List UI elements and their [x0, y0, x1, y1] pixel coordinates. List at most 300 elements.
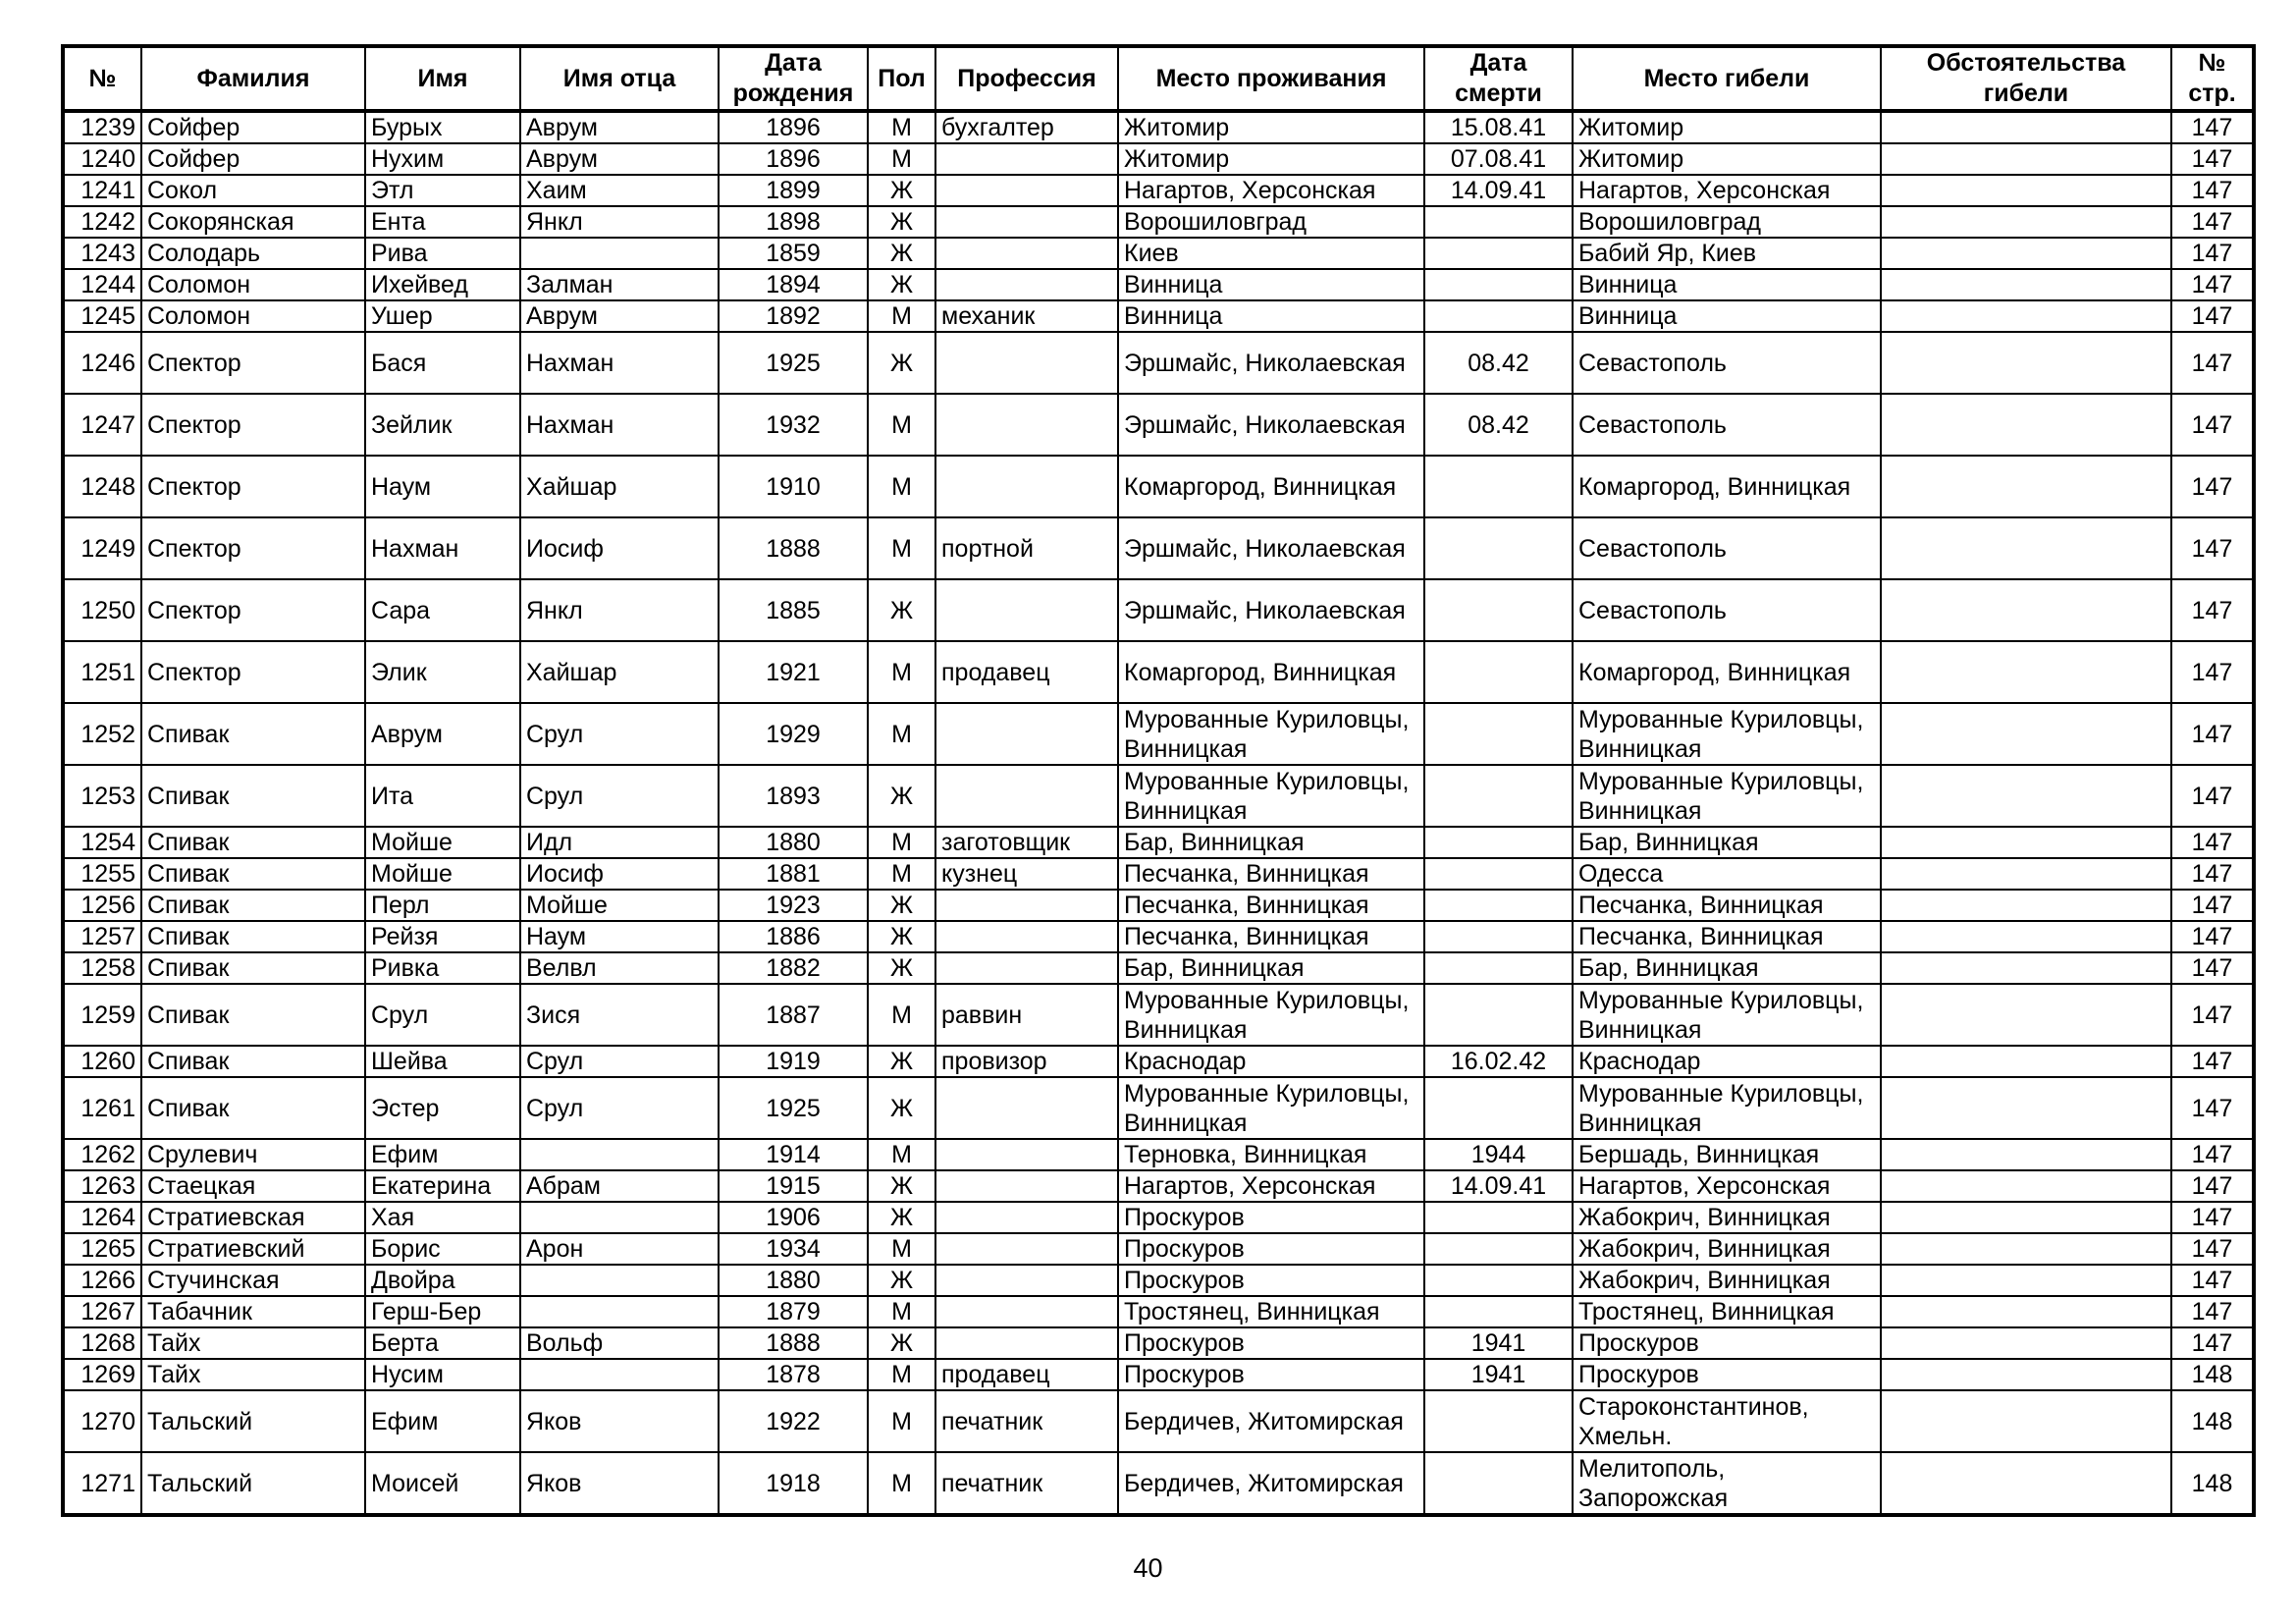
cell-circumstances: [1881, 143, 2171, 175]
cell-num: 1271: [63, 1452, 141, 1515]
cell-residence: Ворошиловград: [1118, 206, 1424, 238]
cell-birth: 1888: [719, 517, 868, 579]
cell-circumstances: [1881, 456, 2171, 517]
cell-circumstances: [1881, 1390, 2171, 1452]
cell-surname: Тальский: [141, 1390, 365, 1452]
cell-birth: 1879: [719, 1296, 868, 1327]
cell-profession: [935, 1202, 1118, 1233]
table-row: [63, 952, 2254, 984]
cell-birth: 1915: [719, 1170, 868, 1202]
cell-residence: Винница: [1118, 269, 1424, 300]
cell-residence: Мурованные Куриловцы, Винницкая: [1118, 1077, 1424, 1139]
table-row: [63, 456, 2254, 517]
cell-page: 147: [2171, 703, 2254, 765]
col-header-death-date: Дата смерти: [1424, 46, 1573, 111]
cell-death-date: [1424, 269, 1573, 300]
cell-father: Аврум: [520, 111, 719, 143]
cell-death-place: Севастополь: [1573, 579, 1881, 641]
table-row: [63, 858, 2254, 890]
cell-surname: Спивак: [141, 858, 365, 890]
cell-sex: М: [868, 1390, 935, 1452]
cell-father: Вольф: [520, 1327, 719, 1359]
cell-birth: 1882: [719, 952, 868, 984]
cell-death-place: Проскуров: [1573, 1327, 1881, 1359]
cell-page: 147: [2171, 456, 2254, 517]
cell-page: 147: [2171, 394, 2254, 456]
cell-num: 1265: [63, 1233, 141, 1265]
cell-death-date: 1941: [1424, 1359, 1573, 1390]
cell-surname: Спектор: [141, 517, 365, 579]
cell-surname: Спивак: [141, 765, 365, 827]
cell-surname: Спивак: [141, 890, 365, 921]
cell-page: 147: [2171, 890, 2254, 921]
cell-circumstances: [1881, 394, 2171, 456]
cell-name: Срул: [365, 984, 520, 1046]
cell-page: 147: [2171, 1296, 2254, 1327]
cell-death-place: Комаргород, Винницкая: [1573, 641, 1881, 703]
cell-sex: Ж: [868, 206, 935, 238]
cell-death-place: Комаргород, Винницкая: [1573, 456, 1881, 517]
cell-surname: Спектор: [141, 394, 365, 456]
table-row: [63, 300, 2254, 332]
table-row: [63, 703, 2254, 765]
col-header-circumstances: Обстоятельства гибели: [1881, 46, 2171, 111]
cell-residence: Нагартов, Херсонская: [1118, 1170, 1424, 1202]
table-row: [63, 111, 2254, 143]
cell-death-date: 1941: [1424, 1327, 1573, 1359]
cell-page: 147: [2171, 641, 2254, 703]
cell-name: Мойше: [365, 858, 520, 890]
cell-circumstances: [1881, 269, 2171, 300]
cell-residence: Мурованные Куриловцы, Винницкая: [1118, 703, 1424, 765]
cell-profession: [935, 579, 1118, 641]
cell-death-place: Жабокрич, Винницкая: [1573, 1233, 1881, 1265]
cell-death-date: 08.42: [1424, 332, 1573, 394]
col-header-residence: Место проживания: [1118, 46, 1424, 111]
col-header-surname: Фамилия: [141, 46, 365, 111]
col-header-page: № стр.: [2171, 46, 2254, 111]
cell-residence: Терновка, Винницкая: [1118, 1139, 1424, 1170]
cell-page: 147: [2171, 332, 2254, 394]
cell-death-place: Песчанка, Винницкая: [1573, 921, 1881, 952]
page-number: 40: [1133, 1553, 1163, 1583]
cell-birth: 1899: [719, 175, 868, 206]
cell-name: Ента: [365, 206, 520, 238]
cell-circumstances: [1881, 890, 2171, 921]
cell-death-date: 14.09.41: [1424, 175, 1573, 206]
cell-surname: Спектор: [141, 641, 365, 703]
cell-profession: [935, 1265, 1118, 1296]
cell-page: 147: [2171, 1139, 2254, 1170]
cell-surname: Спектор: [141, 456, 365, 517]
cell-num: 1270: [63, 1390, 141, 1452]
cell-birth: 1914: [719, 1139, 868, 1170]
cell-circumstances: [1881, 300, 2171, 332]
cell-father: Велвл: [520, 952, 719, 984]
cell-page: 147: [2171, 269, 2254, 300]
cell-death-place: Проскуров: [1573, 1359, 1881, 1390]
cell-birth: 1929: [719, 703, 868, 765]
table-row: [63, 206, 2254, 238]
cell-residence: Киев: [1118, 238, 1424, 269]
cell-birth: 1896: [719, 143, 868, 175]
cell-birth: 1878: [719, 1359, 868, 1390]
cell-page: 147: [2171, 206, 2254, 238]
cell-father: Абрам: [520, 1170, 719, 1202]
table-row: [63, 1327, 2254, 1359]
cell-father: [520, 238, 719, 269]
cell-surname: Спектор: [141, 579, 365, 641]
cell-death-place: Житомир: [1573, 143, 1881, 175]
cell-sex: М: [868, 111, 935, 143]
cell-page: 147: [2171, 1265, 2254, 1296]
cell-birth: 1898: [719, 206, 868, 238]
cell-death-date: [1424, 641, 1573, 703]
cell-profession: продавец: [935, 1359, 1118, 1390]
cell-page: 148: [2171, 1390, 2254, 1452]
cell-name: Мойше: [365, 827, 520, 858]
cell-name: Нухим: [365, 143, 520, 175]
cell-death-date: [1424, 921, 1573, 952]
cell-birth: 1923: [719, 890, 868, 921]
cell-name: Борис: [365, 1233, 520, 1265]
table-row: [63, 984, 2254, 1046]
cell-death-place: Жабокрич, Винницкая: [1573, 1202, 1881, 1233]
cell-death-date: 07.08.41: [1424, 143, 1573, 175]
cell-birth: 1919: [719, 1046, 868, 1077]
cell-circumstances: [1881, 175, 2171, 206]
cell-father: Хайшар: [520, 641, 719, 703]
cell-name: Элик: [365, 641, 520, 703]
cell-death-place: Винница: [1573, 300, 1881, 332]
cell-sex: Ж: [868, 269, 935, 300]
cell-surname: Спивак: [141, 1046, 365, 1077]
col-header-birth: Дата рождения: [719, 46, 868, 111]
cell-surname: Спектор: [141, 332, 365, 394]
cell-residence: Тростянец, Винницкая: [1118, 1296, 1424, 1327]
cell-sex: Ж: [868, 1202, 935, 1233]
cell-death-place: Севастополь: [1573, 394, 1881, 456]
cell-num: 1254: [63, 827, 141, 858]
cell-death-place: Мелитополь, Запорожская: [1573, 1452, 1881, 1515]
cell-father: Янкл: [520, 579, 719, 641]
cell-name: Двойра: [365, 1265, 520, 1296]
cell-surname: Спивак: [141, 703, 365, 765]
cell-num: 1250: [63, 579, 141, 641]
cell-num: 1247: [63, 394, 141, 456]
cell-death-date: [1424, 765, 1573, 827]
cell-death-place: Нагартов, Херсонская: [1573, 1170, 1881, 1202]
cell-name: Герш-Бер: [365, 1296, 520, 1327]
cell-father: Нахман: [520, 394, 719, 456]
cell-circumstances: [1881, 517, 2171, 579]
table-body: [63, 111, 2254, 1515]
table-row: [63, 1452, 2254, 1515]
cell-num: 1244: [63, 269, 141, 300]
col-header-father: Имя отца: [520, 46, 719, 111]
cell-num: 1242: [63, 206, 141, 238]
cell-sex: М: [868, 394, 935, 456]
cell-page: 147: [2171, 175, 2254, 206]
cell-num: 1251: [63, 641, 141, 703]
cell-profession: продавец: [935, 641, 1118, 703]
cell-profession: раввин: [935, 984, 1118, 1046]
cell-birth: 1925: [719, 1077, 868, 1139]
cell-surname: Соломон: [141, 269, 365, 300]
cell-profession: провизор: [935, 1046, 1118, 1077]
cell-father: Срул: [520, 1077, 719, 1139]
col-header-profession: Профессия: [935, 46, 1118, 111]
cell-profession: [935, 1139, 1118, 1170]
cell-sex: Ж: [868, 921, 935, 952]
cell-num: 1253: [63, 765, 141, 827]
cell-birth: 1886: [719, 921, 868, 952]
cell-circumstances: [1881, 921, 2171, 952]
cell-page: 147: [2171, 1046, 2254, 1077]
table-row: [63, 1233, 2254, 1265]
cell-residence: Песчанка, Винницкая: [1118, 921, 1424, 952]
cell-birth: 1906: [719, 1202, 868, 1233]
cell-profession: [935, 952, 1118, 984]
cell-sex: М: [868, 517, 935, 579]
cell-page: 147: [2171, 238, 2254, 269]
cell-sex: Ж: [868, 1077, 935, 1139]
cell-birth: 1888: [719, 1327, 868, 1359]
cell-death-date: [1424, 1202, 1573, 1233]
cell-death-date: [1424, 858, 1573, 890]
cell-death-date: [1424, 1077, 1573, 1139]
cell-name: Ушер: [365, 300, 520, 332]
cell-num: 1248: [63, 456, 141, 517]
table-header: [63, 46, 2254, 111]
cell-name: Эстер: [365, 1077, 520, 1139]
table-row: [63, 765, 2254, 827]
cell-death-place: Мурованные Куриловцы, Винницкая: [1573, 1077, 1881, 1139]
cell-profession: [935, 921, 1118, 952]
cell-page: 147: [2171, 300, 2254, 332]
cell-profession: печатник: [935, 1390, 1118, 1452]
cell-num: 1261: [63, 1077, 141, 1139]
cell-name: Ихейвед: [365, 269, 520, 300]
table-row: [63, 827, 2254, 858]
cell-birth: 1934: [719, 1233, 868, 1265]
cell-sex: Ж: [868, 238, 935, 269]
cell-residence: Бар, Винницкая: [1118, 827, 1424, 858]
cell-page: 147: [2171, 1327, 2254, 1359]
cell-name: Аврум: [365, 703, 520, 765]
cell-sex: М: [868, 827, 935, 858]
cell-circumstances: [1881, 1170, 2171, 1202]
cell-death-place: Краснодар: [1573, 1046, 1881, 1077]
cell-death-date: [1424, 890, 1573, 921]
cell-residence: Эршмайс, Николаевская: [1118, 332, 1424, 394]
cell-surname: Сойфер: [141, 111, 365, 143]
cell-name: Хая: [365, 1202, 520, 1233]
cell-name: Этл: [365, 175, 520, 206]
cell-residence: Проскуров: [1118, 1327, 1424, 1359]
cell-name: Рива: [365, 238, 520, 269]
table-row: [63, 1390, 2254, 1452]
cell-death-place: Бар, Винницкая: [1573, 952, 1881, 984]
cell-circumstances: [1881, 858, 2171, 890]
cell-circumstances: [1881, 238, 2171, 269]
cell-circumstances: [1881, 952, 2171, 984]
cell-birth: 1925: [719, 332, 868, 394]
table-row: [63, 1359, 2254, 1390]
cell-birth: 1921: [719, 641, 868, 703]
cell-page: 147: [2171, 1077, 2254, 1139]
cell-surname: Спивак: [141, 984, 365, 1046]
cell-father: [520, 1202, 719, 1233]
cell-circumstances: [1881, 1452, 2171, 1515]
cell-residence: Проскуров: [1118, 1202, 1424, 1233]
cell-num: 1260: [63, 1046, 141, 1077]
cell-sex: М: [868, 1139, 935, 1170]
cell-birth: 1880: [719, 827, 868, 858]
cell-profession: [935, 1170, 1118, 1202]
cell-page: 147: [2171, 579, 2254, 641]
cell-page: 147: [2171, 921, 2254, 952]
cell-death-place: Мурованные Куриловцы, Винницкая: [1573, 703, 1881, 765]
cell-death-date: [1424, 1452, 1573, 1515]
table-row: [63, 1139, 2254, 1170]
cell-name: Екатерина: [365, 1170, 520, 1202]
cell-sex: Ж: [868, 1327, 935, 1359]
col-header-sex: Пол: [868, 46, 935, 111]
cell-page: 147: [2171, 517, 2254, 579]
cell-circumstances: [1881, 765, 2171, 827]
cell-name: Моисей: [365, 1452, 520, 1515]
cell-residence: Песчанка, Винницкая: [1118, 890, 1424, 921]
cell-sex: Ж: [868, 579, 935, 641]
table-row: [63, 1265, 2254, 1296]
cell-birth: 1885: [719, 579, 868, 641]
cell-residence: Эршмайс, Николаевская: [1118, 517, 1424, 579]
cell-sex: Ж: [868, 1046, 935, 1077]
cell-name: Зейлик: [365, 394, 520, 456]
cell-name: Берта: [365, 1327, 520, 1359]
cell-death-place: Ворошиловград: [1573, 206, 1881, 238]
cell-name: Сара: [365, 579, 520, 641]
table-row: [63, 143, 2254, 175]
cell-circumstances: [1881, 206, 2171, 238]
cell-residence: Житомир: [1118, 143, 1424, 175]
cell-sex: М: [868, 1233, 935, 1265]
cell-death-place: Мурованные Куриловцы, Винницкая: [1573, 984, 1881, 1046]
cell-num: 1239: [63, 111, 141, 143]
cell-father: Хаим: [520, 175, 719, 206]
cell-death-date: [1424, 300, 1573, 332]
cell-death-date: [1424, 456, 1573, 517]
cell-profession: кузнец: [935, 858, 1118, 890]
cell-name: Шейва: [365, 1046, 520, 1077]
cell-father: Иосиф: [520, 858, 719, 890]
cell-profession: [935, 890, 1118, 921]
table-row: [63, 641, 2254, 703]
cell-profession: [935, 1077, 1118, 1139]
cell-death-date: [1424, 579, 1573, 641]
cell-profession: печатник: [935, 1452, 1118, 1515]
cell-num: 1246: [63, 332, 141, 394]
cell-residence: Комаргород, Винницкая: [1118, 641, 1424, 703]
cell-death-date: 16.02.42: [1424, 1046, 1573, 1077]
cell-name: Ефим: [365, 1390, 520, 1452]
cell-birth: 1887: [719, 984, 868, 1046]
cell-father: Срул: [520, 703, 719, 765]
cell-surname: Спивак: [141, 827, 365, 858]
cell-sex: М: [868, 143, 935, 175]
cell-profession: [935, 1296, 1118, 1327]
cell-surname: Тальский: [141, 1452, 365, 1515]
cell-death-date: [1424, 827, 1573, 858]
cell-death-place: Бабий Яр, Киев: [1573, 238, 1881, 269]
cell-name: Наум: [365, 456, 520, 517]
cell-surname: Спивак: [141, 1077, 365, 1139]
cell-circumstances: [1881, 703, 2171, 765]
cell-death-date: 08.42: [1424, 394, 1573, 456]
cell-birth: 1922: [719, 1390, 868, 1452]
cell-sex: М: [868, 703, 935, 765]
table-row: [63, 175, 2254, 206]
cell-father: Аврум: [520, 143, 719, 175]
cell-death-date: [1424, 703, 1573, 765]
cell-residence: Проскуров: [1118, 1265, 1424, 1296]
cell-num: 1240: [63, 143, 141, 175]
table-row: [63, 1077, 2254, 1139]
cell-residence: Бердичев, Житомирская: [1118, 1452, 1424, 1515]
cell-page: 147: [2171, 984, 2254, 1046]
cell-father: Яков: [520, 1390, 719, 1452]
cell-circumstances: [1881, 1046, 2171, 1077]
cell-sex: Ж: [868, 952, 935, 984]
cell-surname: Срулевич: [141, 1139, 365, 1170]
cell-circumstances: [1881, 984, 2171, 1046]
cell-profession: [935, 765, 1118, 827]
col-header-num: №: [63, 46, 141, 111]
cell-profession: [935, 269, 1118, 300]
cell-sex: Ж: [868, 175, 935, 206]
cell-page: 147: [2171, 765, 2254, 827]
cell-num: 1249: [63, 517, 141, 579]
col-header-name: Имя: [365, 46, 520, 111]
cell-page: 147: [2171, 1170, 2254, 1202]
cell-profession: [935, 456, 1118, 517]
cell-residence: Мурованные Куриловцы, Винницкая: [1118, 765, 1424, 827]
cell-num: 1257: [63, 921, 141, 952]
cell-father: Зися: [520, 984, 719, 1046]
table-row: [63, 1202, 2254, 1233]
cell-residence: Винница: [1118, 300, 1424, 332]
victims-table: [61, 44, 2256, 1517]
cell-name: Бася: [365, 332, 520, 394]
cell-death-date: 14.09.41: [1424, 1170, 1573, 1202]
cell-father: Нахман: [520, 332, 719, 394]
cell-name: Нусим: [365, 1359, 520, 1390]
cell-circumstances: [1881, 332, 2171, 394]
cell-profession: бухгалтер: [935, 111, 1118, 143]
cell-name: Ривка: [365, 952, 520, 984]
cell-page: 147: [2171, 858, 2254, 890]
cell-surname: Стаецкая: [141, 1170, 365, 1202]
cell-residence: Эршмайс, Николаевская: [1118, 579, 1424, 641]
cell-name: Перл: [365, 890, 520, 921]
cell-page: 147: [2171, 143, 2254, 175]
cell-death-place: Жабокрич, Винницкая: [1573, 1265, 1881, 1296]
cell-father: Срул: [520, 765, 719, 827]
cell-circumstances: [1881, 1359, 2171, 1390]
cell-father: Идл: [520, 827, 719, 858]
cell-name: Нахман: [365, 517, 520, 579]
